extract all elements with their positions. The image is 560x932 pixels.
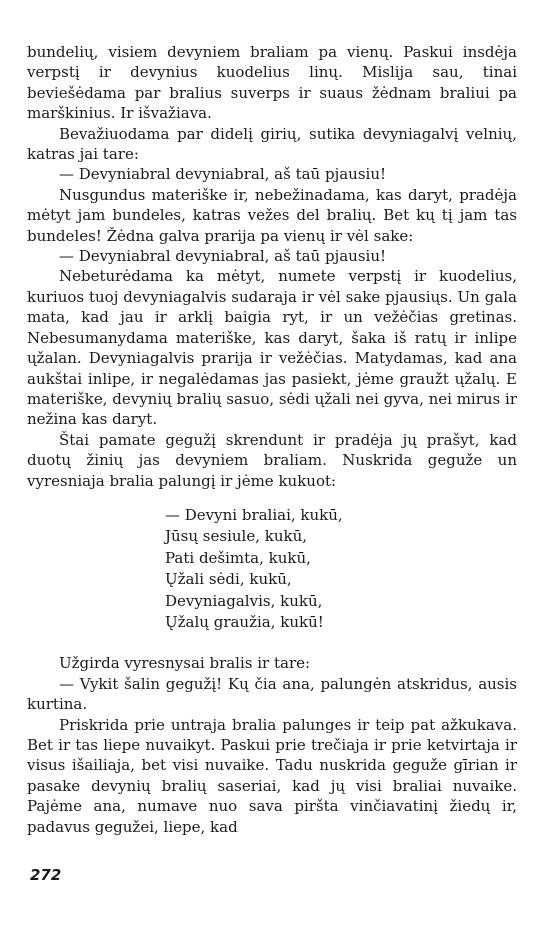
verse-line: Jūsų sesiule, kukū, <box>165 527 308 546</box>
dialogue-line: — Devyniabral devyniabral, aš taū pjausiu! <box>59 247 387 266</box>
paragraph: Nusgundus materiške ir, nebežinadama, kas daryt, pradėja mėtyt jam bundeles, katras vežes del bralių. Bet kų tį jam tas bundeles! Žėdna galva prarija pa vienų ir vėl sake: <box>27 185 517 245</box>
paragraph: Priskrida prie untraja bralia palunges ir teip pat ažkukava. Bet ir tas liepe nuvaikyt. Paskui prie trečiaja ir prie ketvirtaja ir visus išailiaja, bet visi nuvaike. Tadu nuskrida geguže gīrian ir pasake devynių bralių saseriai, kad jų visi braliai nuvaike. Pajėme ana, numave nuo sava piršta vinčiavatinį žiedų ir, padavus gegužei, liepe, kad <box>27 715 517 836</box>
paragraph: Nebeturėdama ka mėtyt, numete verpstį ir kuodelius, kuriuos tuoj devyniagalvis sudaraja ir vėl sake pjausiųs. Un gala mata, kad jau ir arklį baigia ryt, ir un vežėčias gretinas. Nebesumanydama materiške, kas daryt, šaka iš ratų ir inlipe ųžalan. Devyniagalvis prarija ir vežėčias. Matydamas, kad ana aukštai inlipe, ir negalėdamas jas pasiekt, jėme graužt ųžalų. E materiške, devynių bralių sasuo, sėdi ųžali nei gyva, nei mirus ir nežina kas daryt. <box>27 267 517 429</box>
verse-line: Devyniagalvis, kukū, <box>165 591 323 610</box>
paragraph: Bevažiuodama par didelį girių, sutika devyniagalvį velnių, katras jai tare: <box>27 124 517 164</box>
verse-line: — Devyni braliai, kukū, <box>165 505 343 524</box>
dialogue-line: — Devyniabral devyniabral, aš taū pjausiu! <box>59 165 387 184</box>
verse-line: Ųžalų graužia, kukū! <box>165 612 324 631</box>
verse-line: Pati dešimta, kukū, <box>165 548 311 567</box>
dialogue-line: — Vykit šalin gegužį! Kų čia ana, palungėn atskridus, ausis kurtina. <box>27 674 517 714</box>
verse-line: Ųžali sėdi, kukū, <box>165 570 292 589</box>
paragraph: Užgirda vyresnysai bralis ir tare: <box>59 654 311 673</box>
body-text <box>27 42 517 837</box>
paragraph: Štai pamate gegužį skrendunt ir pradėja jų prašyt, kad duotų žinių jas devyniem braliam. Nuskrida geguže un vyresniaja bralia palungį ir jėme kukuot: <box>27 430 517 490</box>
paragraph: bundelių, visiem devyniem braliam pa vienų. Paskui insdėja verpstį ir devynius kuodelius linų. Mislija sau, tinai beviešėdama par bralius suverps ir suaus žėdnam braliui pa marškinius. Ir išvažiava. <box>27 43 517 123</box>
verse-block <box>27 505 517 633</box>
page-number: 272 <box>30 866 62 884</box>
